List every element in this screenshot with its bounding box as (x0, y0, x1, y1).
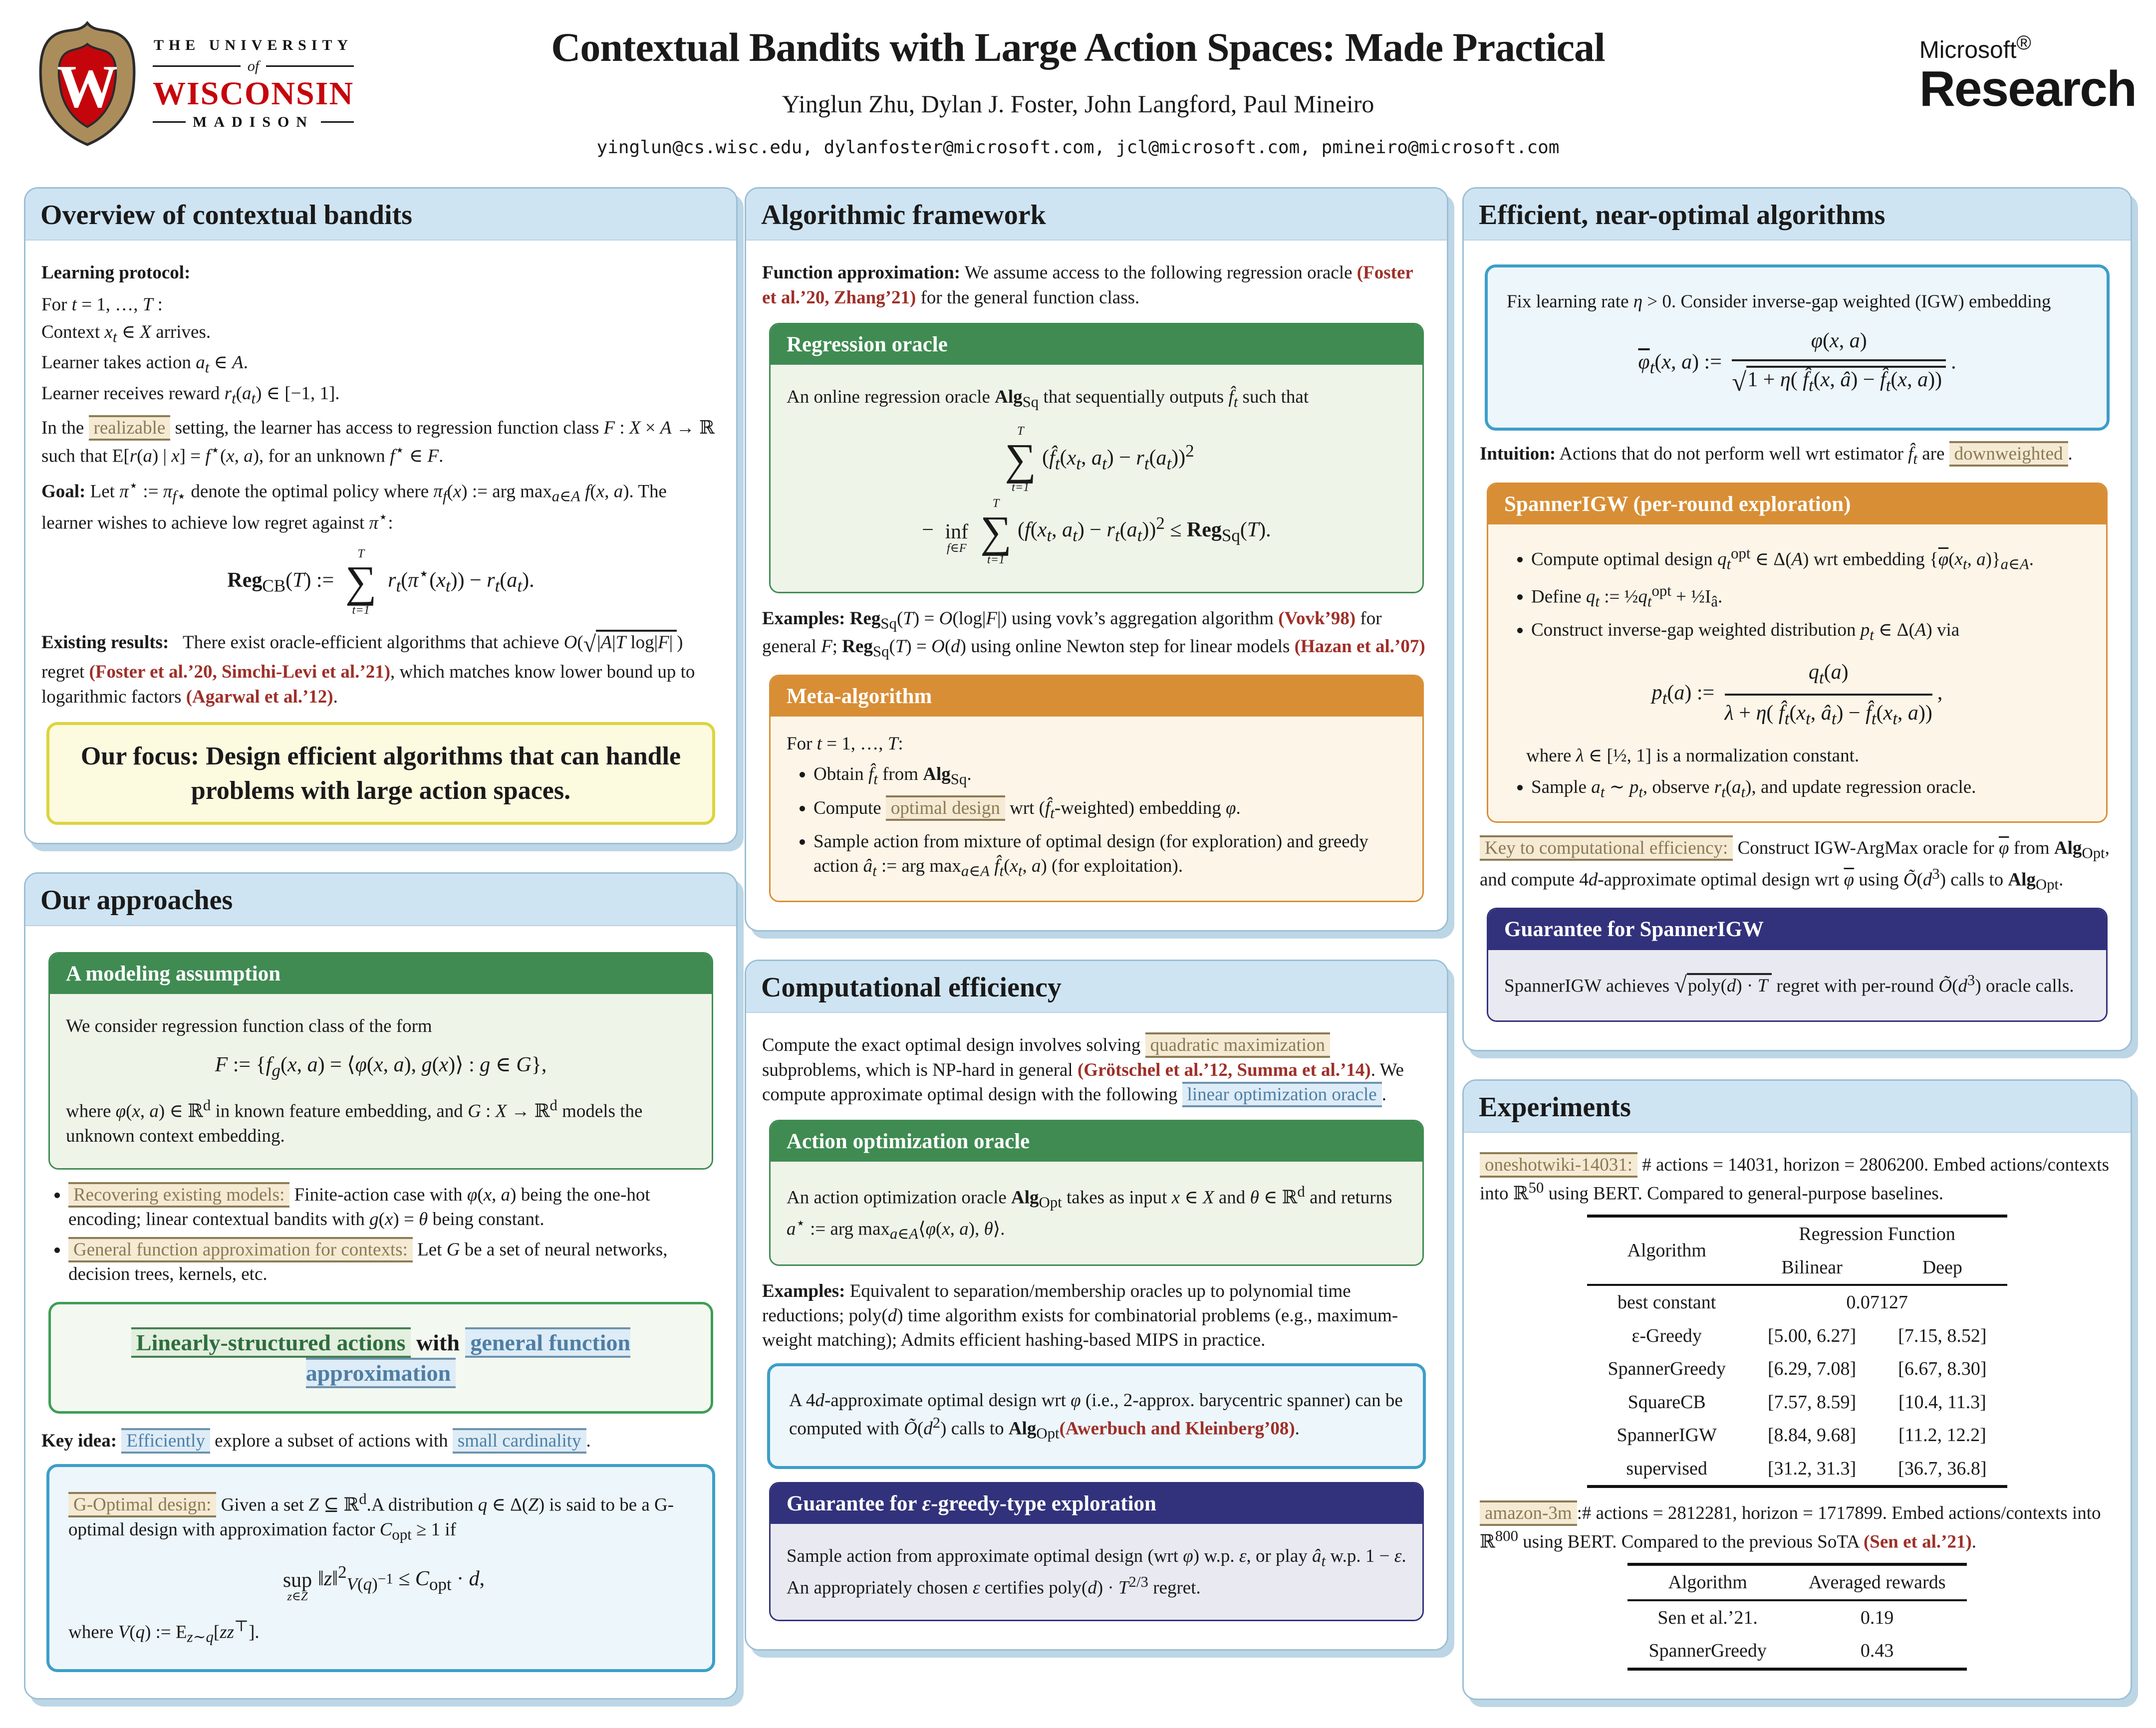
poster-authors: Yinglun Zhu, Dylan J. Foster, John Langford, Paul Mineiro (782, 90, 1374, 118)
modeling-intro: We consider regression function class of the form (66, 1015, 432, 1036)
column-right (1462, 187, 2132, 1728)
g-optimal-where: where V(q) := $E_{z\sim q}[zz^⊤]$. (68, 1617, 260, 1646)
spanner-step-sample: • Sample $a_t$ ∼ $p_t$, observe $r_t(a_t)$, and update regression oracle. (1531, 775, 2090, 802)
panel-algorithms-heading: Efficient, near-optimal algorithms (1464, 189, 2131, 241)
eps-greedy-guarantee-card (769, 1482, 1424, 1621)
goal-paragraph: Goal: Let π⋆ := $\pi_{f⋆}$ denote the optimal policy where $\pi_f(x)$ := arg $\max_{a\in A} f(x$, a). The learner wishes to achieve low regret against π⋆: (41, 477, 667, 533)
cell-algorithm: supervised (1626, 1458, 1707, 1479)
lambda-note: where λ ∈ [½, 1] is a normalization constant. (1526, 745, 1860, 766)
col-header-algorithm: Algorithm (1627, 1240, 1706, 1261)
oneshotwiki-table-head (1587, 1216, 2008, 1285)
regression-oracle-intro: An online regression oracle Alg$_{Sq}$ that sequentially outputs $f̂_t$ such that (787, 387, 1309, 411)
cell-algorithm: Sen et al.’21. (1657, 1607, 1758, 1628)
action-oracle-definition: An action optimization oracle Alg$_{Opt}$ takes as input x ∈ X and θ ∈ ℝ$^d$ and returns a⋆ := arg $\max_{a\in A}⟨\varphi(x$, a), θ⟩. (787, 1183, 1392, 1242)
spanner-step-define: • Define $q_t$ := $\frac{1}{2}q_t^{opt}$ + $\frac{1}{2}I_â$. (1531, 581, 2090, 612)
amazon-table-head (1627, 1564, 1966, 1600)
col-header-algorithm: Algorithm (1668, 1572, 1747, 1593)
existing-results-paragraph: Existing results: There exist oracle-efficient algorithms that achieve O(√|A|T log|F| ) regret (Foster et al.’20, Simchi-Levi et al.’21), which matches know lower bound up to logarithmic factors (Agarwal et al.’12). (41, 629, 720, 709)
table-row (1587, 1419, 2008, 1452)
panel-framework (745, 187, 1448, 932)
meta-algorithm-title: Meta-algorithm (771, 676, 1422, 717)
oneshotwiki-table-body (1587, 1285, 2008, 1486)
col-header-regression-function: Regression Function (1799, 1224, 1955, 1245)
table-row (1587, 1452, 2008, 1487)
panel-efficiency (745, 960, 1448, 1651)
meta-algorithm-body (771, 717, 1422, 901)
uw-line-wisconsin: WISCONSIN (153, 75, 354, 112)
protocol-step-3: Learner receives reward $r_t(a_t)$ ∈ [−1, 1]. (41, 383, 340, 407)
microsoft-research-logo (1919, 30, 2136, 117)
function-class-formula: F := {$f_g(x$, a) = ⟨φ(x, a), g(x)⟩ : g ∈ G}, (215, 1053, 547, 1080)
cell-algorithm: ε-Greedy (1631, 1325, 1702, 1346)
cell-value: 0.07127 (1846, 1292, 1908, 1313)
cell-algorithm: SpannerIGW (1617, 1425, 1717, 1446)
table-row (1587, 1285, 2008, 1319)
realizable-paragraph: In the realizable setting, the learner has access to regression function class F : X × A → ℝ such that E[r(a) | x] = f⋆(x, a), for an unknown f⋆ ∈ F. (41, 416, 720, 469)
spanner-igw-body (1488, 524, 2106, 821)
g-optimal-design-box (46, 1464, 715, 1672)
bullet-recovering-models: • Recovering existing models: Finite-action case with φ(x, a) being the one-hot encoding; linear contextual bandits with g(x) = θ being constant. (68, 1183, 720, 1232)
cell-algorithm: SpannerGreedy (1648, 1640, 1767, 1662)
spanner-igw-card (1487, 483, 2108, 823)
approaches-bullets (41, 1183, 720, 1287)
panel-experiments-body (1464, 1133, 2131, 1698)
column-middle (745, 187, 1448, 1679)
poster-body (24, 187, 2132, 1728)
panel-overview-heading: Overview of contextual bandits (25, 189, 736, 241)
intuition-paragraph: Intuition: Actions that do not perform well wrt estimator $f̂_t$ are downweighted . (1480, 442, 2115, 469)
uw-line-madison (153, 112, 354, 132)
msr-research-text: Research (1919, 60, 2136, 117)
modeling-assumption-body (50, 994, 712, 1168)
oneshotwiki-paragraph: oneshotwiki-14031: # actions = 14031, horizon = 2806200. Embed actions/contexts into ℝ$^{50}$ using BERT. Compared to general-purpose baselines. (1480, 1153, 2115, 1206)
cell-algorithm: best constant (1617, 1292, 1716, 1313)
poster-title: Contextual Bandits with Large Action Spaces: Made Practical (551, 24, 1605, 70)
cell-deep: [7.15, 8.52] (1898, 1325, 1987, 1346)
uw-of-text: of (247, 58, 260, 75)
bullet-general-function: • General function approximation for contexts: Let G be a set of neural networks, decision trees, kernels, etc. (68, 1237, 720, 1286)
action-oracle-body (771, 1162, 1422, 1264)
uw-crest-icon (35, 21, 140, 147)
cell-bilinear: [6.29, 7.08] (1767, 1358, 1857, 1380)
panel-algorithms-body (1464, 241, 2131, 1050)
cell-deep: [10.4, 11.3] (1898, 1391, 1986, 1413)
igw-intro: Fix learning rate η > 0. Consider inverse-gap weighted (IGW) embedding (1507, 291, 2051, 312)
title-block (449, 20, 1707, 159)
protocol-step-1: Context $x_t$ ∈ X arrives. (41, 321, 211, 346)
function-approx-paragraph: Function approximation: We assume access to the following regression oracle (Foster et al.’20, Zhang’21) for the general function class. (762, 262, 1413, 308)
panel-approaches-heading: Our approaches (25, 874, 736, 926)
action-oracle-title: Action optimization oracle (771, 1121, 1422, 1162)
uw-madison-logo (35, 21, 354, 147)
panel-approaches (24, 872, 738, 1700)
uw-madison-text: MADISON (193, 113, 314, 130)
spanner-guarantee-title: Guarantee for SpannerIGW (1488, 909, 2106, 950)
table-row (1587, 1352, 2008, 1386)
eps-greedy-guarantee-text: Sample action from approximate optimal design (wrt φ) w.p. ε, or play $â_t$ w.p. 1 − ε. An appropriately chosen ε certifies poly(d) · $T^{2/3}$ regret. (787, 1546, 1406, 1598)
regression-formula-line1: T ∑ t=1 ($f̂_t(x_t$, $a_t) - r_t(a_t))^2$ (1005, 424, 1194, 494)
table-row (1627, 1600, 1966, 1635)
col-header-bilinear: Bilinear (1781, 1256, 1843, 1278)
amazon-paragraph: amazon-3m :# actions = 2812281, horizon = 1717899. Embed actions/contexts into ℝ$^{800}$ using BERT. Compared to the previous SoTA (Sen et al.’21). (1480, 1501, 2115, 1554)
cell-reward: 0.43 (1860, 1640, 1894, 1662)
g-optimal-formula: sup z∈Z ‖z‖$^2_{V(q)^{-1}}$ ≤ $C_{opt} \cdot d$, (282, 1562, 485, 1604)
spanner-guarantee-body (1488, 950, 2106, 1021)
spanner-igw-title: SpannerIGW (per-round exploration) (1488, 484, 2106, 524)
action-oracle-card (769, 1120, 1424, 1266)
oneshotwiki-results-table (1587, 1215, 2008, 1488)
panel-efficiency-heading: Computational efficiency (746, 961, 1447, 1013)
regression-formula-line2: − inf f∈F T ∑ t=1 ($f(x_t$, $a_t) - r_t(a_t))^2 \le Reg_{Sq}(T)$. (922, 496, 1271, 566)
spanner-igw-steps-2 (1504, 775, 2090, 802)
modeling-assumption-card (48, 952, 713, 1170)
uw-rule-left (153, 65, 241, 67)
spanner-step-construct: • Construct inverse-gap weighted distribution $p_t$ ∈ Δ(A) via (1531, 618, 2090, 645)
spanner-guarantee-text: SpannerIGW achieves √poly(d) · T regret with per-round $Õ(d^3)$ oracle calls. (1504, 971, 2074, 998)
key-idea-paragraph: Key idea: Efficiently explore a subset of actions with small cardinality . (41, 1429, 720, 1453)
spanner-approx-box (767, 1363, 1426, 1469)
eps-greedy-guarantee-body (771, 1524, 1422, 1620)
cell-deep: [11.2, 12.2] (1898, 1425, 1986, 1446)
panel-approaches-body (25, 926, 736, 1699)
linear-actions-box: Linearly-structured actions with general function approximation (48, 1302, 713, 1414)
cell-algorithm: SpannerGreedy (1608, 1358, 1726, 1380)
efficiency-intro-paragraph: Compute the exact optimal design involves solving quadratic maximization subproblems, which is NP-hard in general (Grötschel et al.’12, Summa et al.’14). We compute approximate optimal design with the following linear optimization oracle . (762, 1033, 1431, 1107)
meta-step-obtain: • Obtain $f̂_t$ from Alg$_{Sq}$. (813, 762, 1406, 789)
g-optimal-definition: G-Optimal design: Given a set Z ⊆ ℝ$^d$.A distribution q ∈ Δ(Z) is said to be a G-optimal design with approximation factor $C_{opt} \ge 1$ if (68, 1490, 674, 1543)
meta-algorithm-card (769, 675, 1424, 902)
poster-emails: yinglun@cs.wisc.edu, dylanfoster@microsoft.com, jcl@microsoft.com, pmineiro@microsoft.com (596, 137, 1560, 158)
panel-experiments (1462, 1079, 2132, 1700)
igw-formula: $\overline{\varphi}_t(x$, a) := $\frac{\varphi(x, a)}{√1 + \eta( f̂_t(x, â) - f̂_t(x, a))}$ . (1507, 327, 2088, 400)
protocol-for-line: For t = 1, …, T : (41, 294, 163, 315)
uw-logo-text (153, 35, 354, 132)
panel-framework-heading: Algorithmic framework (746, 189, 1447, 241)
uw-w-letter: W (57, 53, 118, 121)
cell-deep: [6.67, 8.30] (1898, 1358, 1987, 1380)
uw-line-university: THE UNIVERSITY (153, 37, 353, 54)
regret-formula: Reg$_{CB}$(T) := T ∑ t=1 $r_t(\pi^⋆(x_t)) - r_t(a_t)$. (227, 547, 535, 617)
regression-oracle-card (769, 323, 1424, 593)
panel-framework-body (746, 241, 1447, 930)
msr-microsoft-text: Microsoft® (1919, 32, 2031, 63)
panel-efficiency-body (746, 1013, 1447, 1649)
uw-rule-right (266, 65, 354, 67)
meta-step-sample: • Sample action from mixture of optimal design (for exploration) and greedy action $â_t$ := arg $\max_{a\in A}$ $f̂_t(x_t$, a) (for exploitation). (813, 829, 1406, 882)
column-left (24, 187, 738, 1728)
amazon-results-table (1627, 1563, 1966, 1671)
spanner-step-design: • Compute optimal design $q_t^{opt}$ ∈ Δ(A) wrt embedding {$\overline{\varphi}(x_t$, $a)\}_{a\in A}$. (1531, 543, 2090, 575)
regression-examples-paragraph: Examples: Reg$_{Sq}$(T) = O(log|F|) using vovk’s aggregation algorithm (Vovk’98) for general F; Reg$_{Sq}$(T) = O(d) using online Newton step for linear models (Hazan et al.’07) (762, 608, 1425, 660)
protocol-step-2: Learner takes action $a_t$ ∈ A. (41, 352, 249, 376)
col-header-averaged-rewards: Averaged rewards (1808, 1572, 1946, 1593)
modeling-where: where φ(x, a) ∈ ℝ$^d$ in known feature embedding, and G : X → ℝ$^d$ models the unknown context embedding. (66, 1096, 643, 1146)
col-header-deep: Deep (1922, 1256, 1962, 1278)
cell-algorithm: SquareCB (1627, 1391, 1706, 1413)
pt-formula: $p_t(a)$ := $\frac{q_t(a)}{\lambda + \eta( f̂_t(x_t, â_t) - f̂_t(x_t, a))}$ , (1504, 659, 2090, 731)
cell-deep: [36.7, 36.8] (1898, 1458, 1987, 1479)
table-row (1587, 1319, 2008, 1353)
panel-experiments-heading: Experiments (1464, 1081, 2131, 1133)
cell-reward: 0.19 (1860, 1607, 1894, 1628)
meta-step-compute: • Compute optimal design wrt $(f̂_t-weighted)$ embedding φ. (813, 796, 1406, 823)
amazon-table-body (1627, 1600, 1966, 1669)
modeling-assumption-title: A modeling assumption (50, 954, 712, 994)
eps-greedy-guarantee-title: Guarantee for ε-greedy-type exploration (771, 1483, 1422, 1524)
cell-bilinear: [5.00, 6.27] (1767, 1325, 1857, 1346)
uw-rule-left2 (153, 121, 186, 123)
meta-algorithm-steps (787, 762, 1406, 881)
regression-oracle-body (771, 365, 1422, 592)
poster-header (0, 0, 2156, 180)
regression-oracle-title: Regression oracle (771, 324, 1422, 365)
uw-line-of (153, 56, 354, 76)
meta-for-line: For t = 1, …, T: (787, 734, 903, 754)
cell-bilinear: [8.84, 9.68] (1767, 1425, 1857, 1446)
table-row (1627, 1634, 1966, 1669)
igw-embedding-box (1485, 264, 2110, 431)
cell-bilinear: [7.57, 8.59] (1767, 1391, 1857, 1413)
focus-callout-box: Our focus: Design efficient algorithms that can handle problems with large action spaces. (46, 722, 715, 825)
panel-overview (24, 187, 738, 844)
spanner-guarantee-card (1487, 908, 2108, 1022)
efficiency-examples-paragraph: Examples: Equivalent to separation/membership oracles up to polynomial time reductions; poly(d) time algorithm exists for combinatorial problems (e.g., maximum-weight matching); Admits efficient hashing-based MIPS in practice. (762, 1280, 1398, 1350)
spanner-igw-steps (1504, 543, 2090, 646)
cell-bilinear: [31.2, 31.3] (1767, 1458, 1857, 1479)
learning-protocol-label: Learning protocol: (41, 262, 191, 283)
panel-algorithms (1462, 187, 2132, 1051)
panel-overview-body (25, 241, 736, 843)
table-row (1587, 1386, 2008, 1419)
spanner-approx-text: A 4d-approximate optimal design wrt φ (i.e., 2-approx. barycentric spanner) can be computed with $Õ(d^2)$ calls to Alg$_{Opt}$(Awerbuch and Kleinberg’08). (789, 1390, 1403, 1443)
key-computational-paragraph: Key to computational efficiency: Construct IGW-ArgMax oracle for $\overline{\varphi}$ from Alg$_{Opt}$, and compute 4d-approximate optimal design wrt $\overline{\varphi}$ using $Õ(d^3)$ calls to Alg$_{Opt}$. (1480, 836, 2115, 895)
uw-rule-right2 (321, 121, 354, 123)
